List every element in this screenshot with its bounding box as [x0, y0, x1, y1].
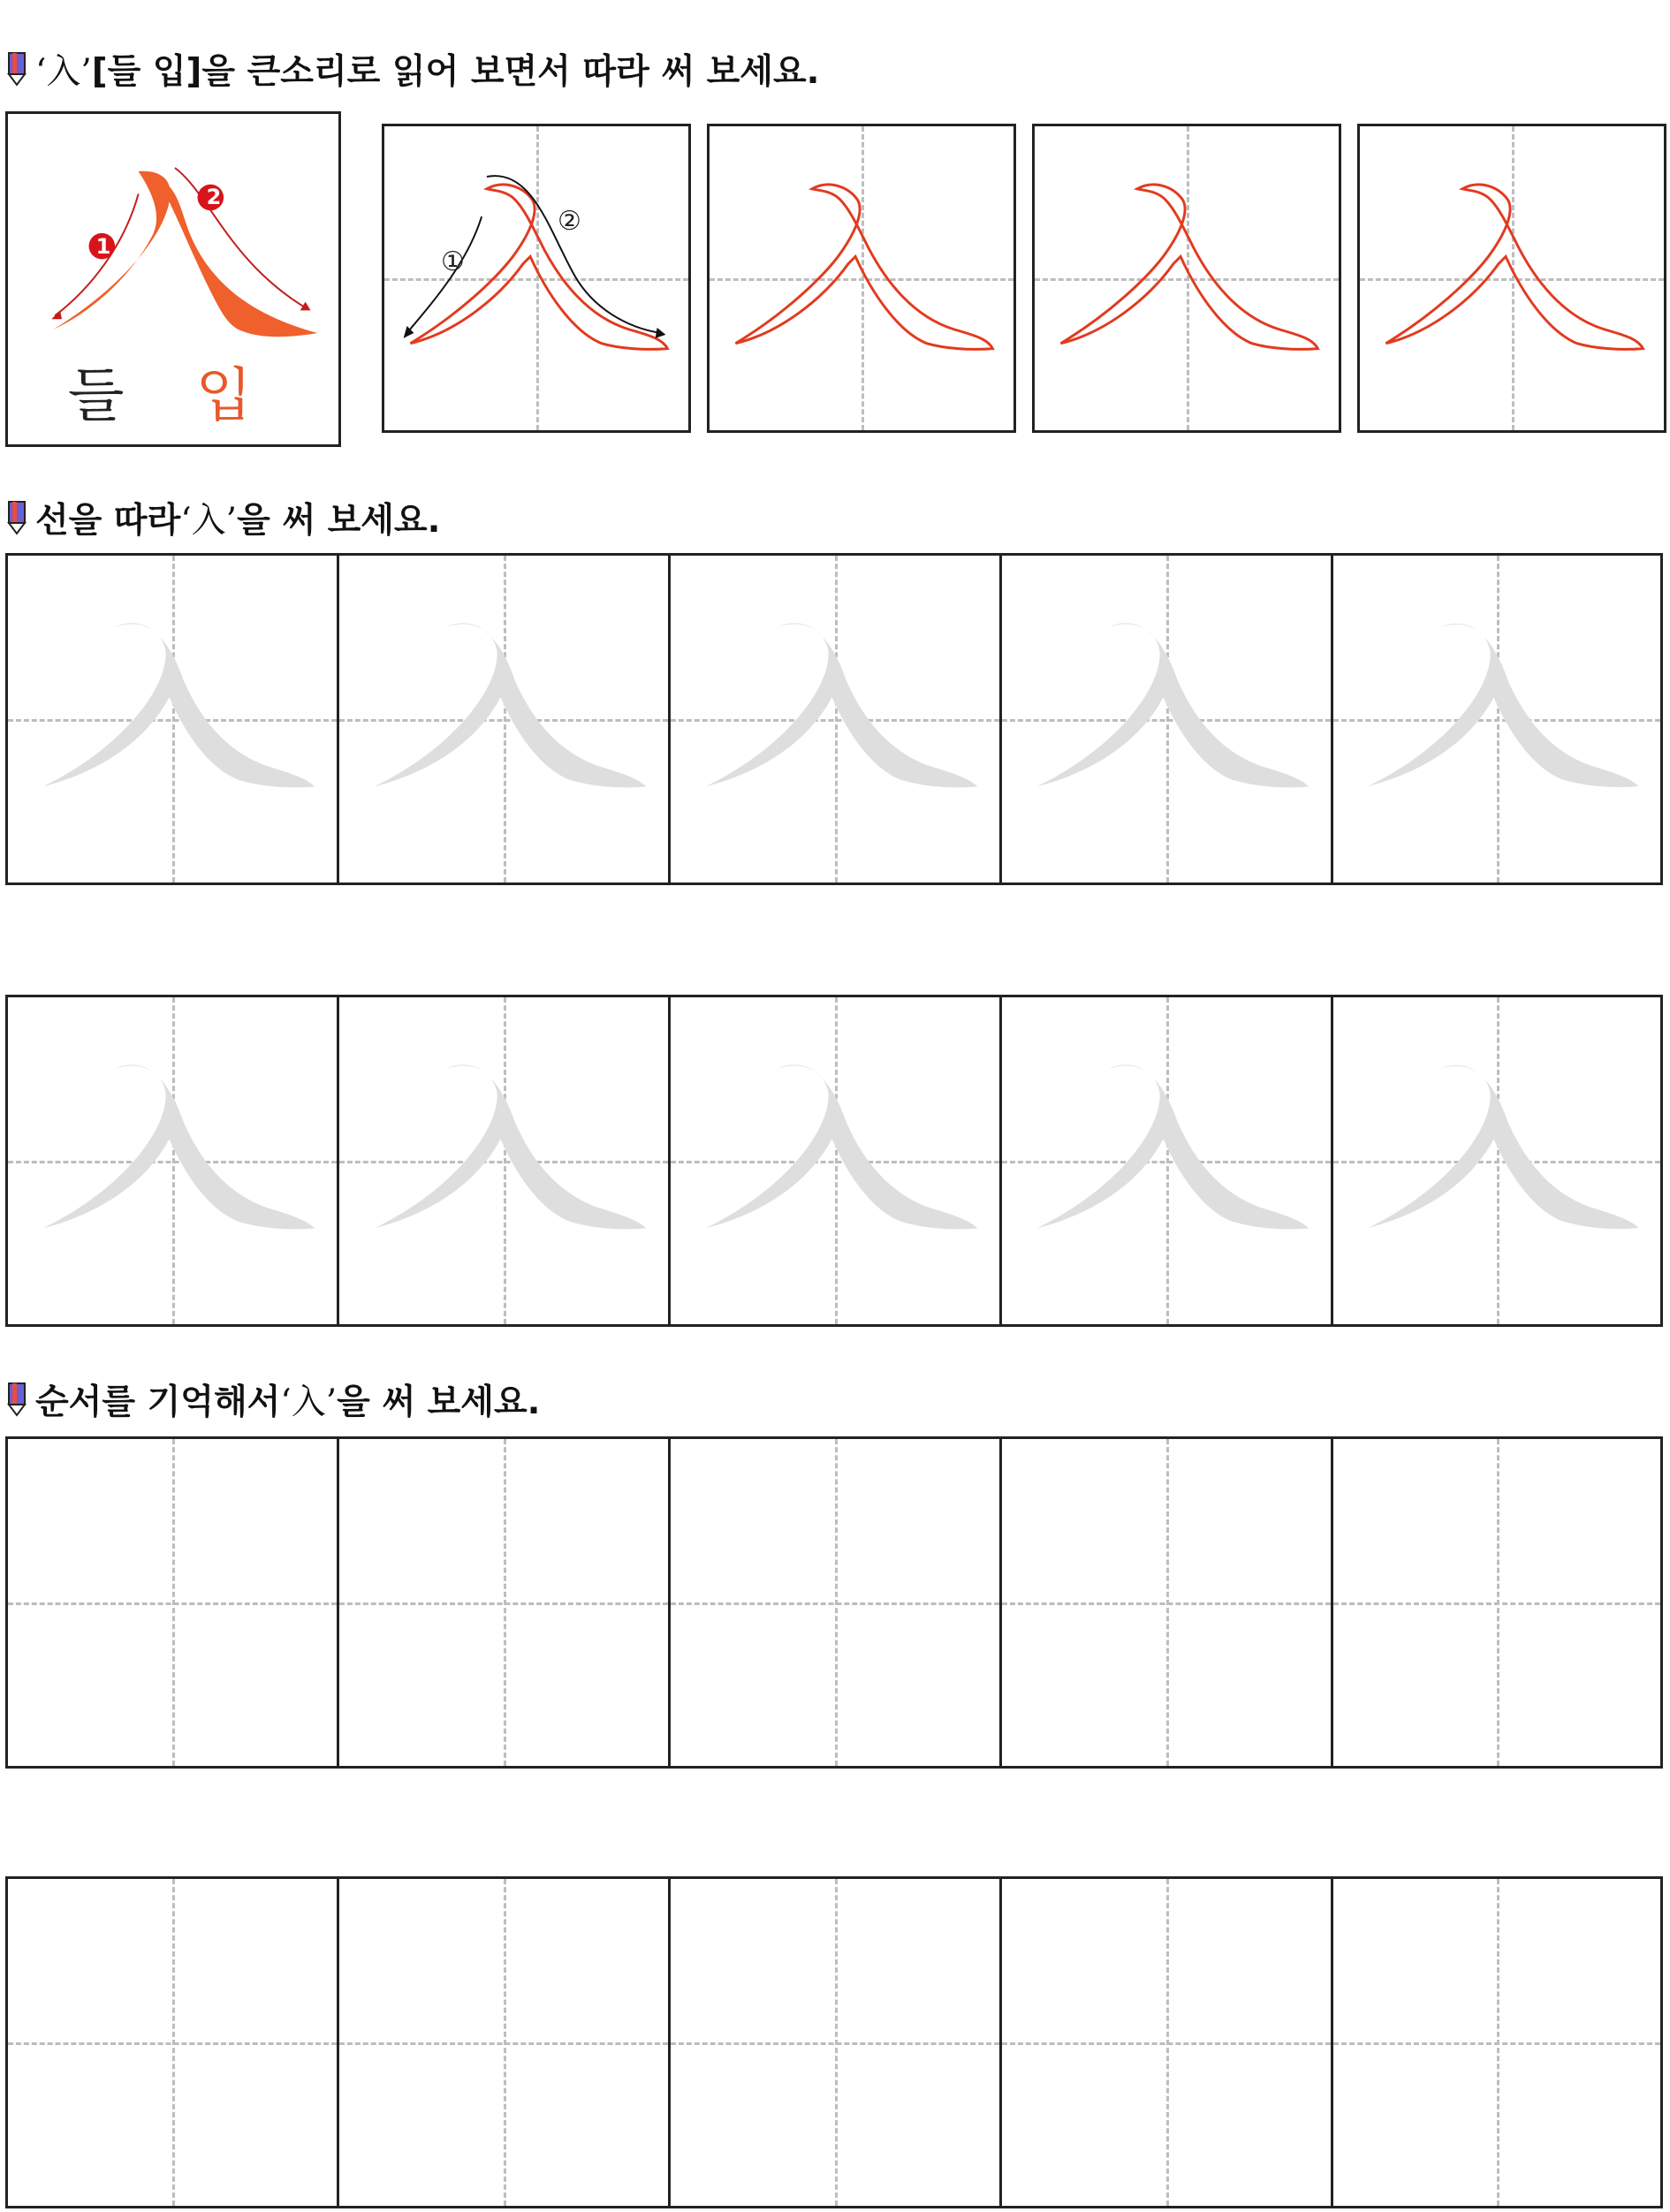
practice-row-2 [5, 1876, 1663, 2208]
trace-cell[interactable] [671, 997, 1002, 1324]
trace-cell[interactable] [339, 997, 671, 1324]
outline-box-4 [1357, 124, 1666, 433]
practice-cell[interactable] [671, 1879, 1002, 2206]
reading-label [8, 348, 338, 432]
stroke-number-2: 2 [206, 185, 222, 209]
trace-glyph [1002, 556, 1331, 883]
order-mark-1: ① [441, 246, 465, 277]
trace-glyph [339, 997, 668, 1324]
practice-cell[interactable] [1002, 1879, 1333, 2206]
practice-cell[interactable] [339, 1879, 671, 2206]
pencil-icon [7, 51, 27, 87]
practice-cell[interactable] [8, 1439, 339, 1766]
practice-cell[interactable] [1333, 1439, 1660, 1766]
practice-cell[interactable] [339, 1439, 671, 1766]
trace-cell[interactable] [1002, 997, 1333, 1324]
reference-card [5, 111, 341, 447]
outline-glyph [1035, 126, 1339, 430]
section-1-text: [들 입]을 큰소리로 읽어 보면서 따라 써 보세요. [91, 52, 820, 92]
sound-text: 입 [195, 361, 279, 429]
pencil-icon [7, 500, 27, 535]
section-2-text: 을 써 보세요. [237, 501, 441, 541]
stroke-number-1: 1 [95, 234, 111, 259]
trace-glyph [8, 997, 337, 1324]
trace-glyph [671, 556, 999, 883]
trace-glyph [339, 556, 668, 883]
section-3-text: 을 써 보세요. [337, 1382, 541, 1422]
section-2-text-pre: 선을 따라 [35, 501, 181, 541]
practice-cell[interactable] [8, 1879, 339, 2206]
pencil-icon [7, 1382, 27, 1417]
outline-glyph [710, 126, 1013, 430]
outline-box-3 [1032, 124, 1341, 433]
trace-glyph [8, 556, 337, 883]
section-1-heading [7, 44, 819, 94]
practice-cell[interactable] [1333, 1879, 1660, 2206]
trace-glyph [1333, 997, 1660, 1324]
section-2-heading [7, 493, 440, 542]
trace-glyph [1333, 556, 1660, 883]
trace-cell[interactable] [1333, 556, 1660, 883]
outline-glyph-with-order [384, 126, 688, 430]
section-3-quote: ‘入’ [280, 1382, 338, 1422]
trace-glyph [671, 997, 999, 1324]
meaning-text: 들 [67, 361, 151, 429]
practice-cell[interactable] [671, 1439, 1002, 1766]
trace-glyph [1002, 997, 1331, 1324]
practice-row-1 [5, 1436, 1663, 1769]
section-2-quote: ‘入’ [180, 501, 238, 541]
trace-row-2 [5, 995, 1663, 1327]
trace-cell[interactable] [1002, 556, 1333, 883]
trace-cell[interactable] [339, 556, 671, 883]
trace-row-1 [5, 553, 1663, 885]
trace-cell[interactable] [671, 556, 1002, 883]
section-3-text-pre: 순서를 기억해서 [35, 1382, 281, 1422]
outline-glyph [1360, 126, 1664, 430]
order-mark-2: ② [558, 206, 581, 237]
section-1-quote: ‘入’ [35, 52, 92, 92]
practice-cell[interactable] [1002, 1439, 1333, 1766]
outline-box-2 [707, 124, 1016, 433]
trace-cell[interactable] [8, 556, 339, 883]
trace-cell[interactable] [1333, 997, 1660, 1324]
outline-box-1 [382, 124, 691, 433]
section-3-heading [7, 1375, 540, 1424]
trace-cell[interactable] [8, 997, 339, 1324]
